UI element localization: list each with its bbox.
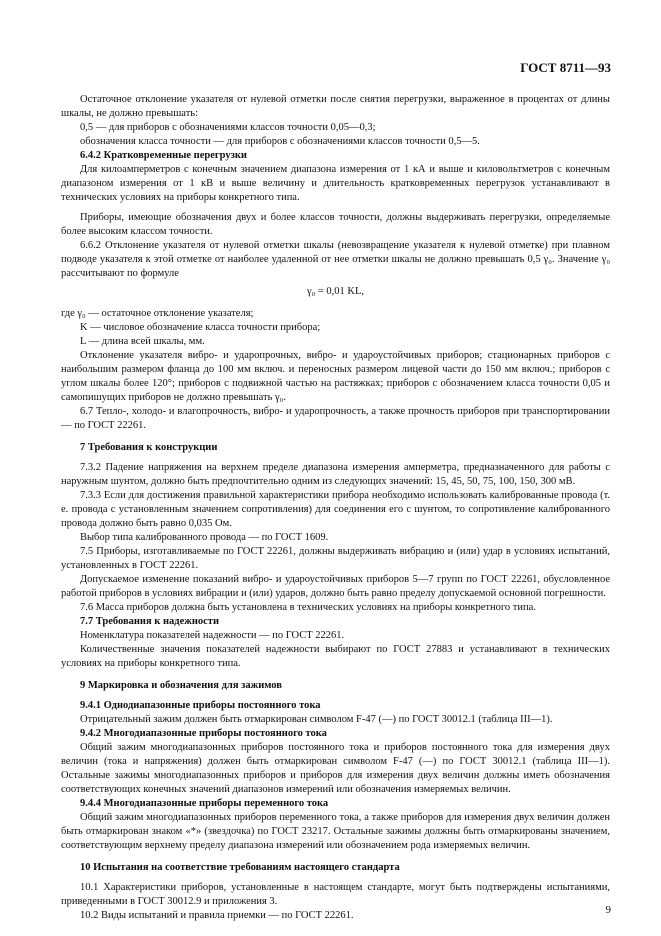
paragraph: 10.1 Характеристики приборов, установленные в настоящем стандарте, могут быть подтверждены испытаниями, приведенными в ГОСТ 30012.9 и приложения 3. [61,882,610,907]
paragraph: Общий зажим многодиапазонных приборов постоянного тока и приборов постоянного тока для измерения двух величин (тока и напряжения) должен быть отмаркирован символом F-47 (—) по ГОСТ 30012.1 (таблица III—1). Остальные зажимы многодиапазонных приборов и приборов для измерения двух величин должны иметь обозначения соответствующих конечных значений диапазонов измерений или обозначения измеряемых величин. [61,742,610,795]
subsection-heading: 6.4.2 Кратковременные перегрузки [80,150,247,161]
document-body [61,93,610,923]
paragraph: 6.7 Тепло-, холодо- и влагопрочность, вибро- и ударопрочность, а также прочность приборов при транспортировании — по ГОСТ 22261. [61,406,610,431]
paragraph: 10.2 Виды испытаний и правила приемки — по ГОСТ 22261. [80,910,354,921]
paragraph: L — длина всей шкалы, мм. [80,336,205,347]
subsection-heading: 9.4.2 Многодиапазонные приборы постоянного тока [80,728,327,739]
paragraph: Остаточное отклонение указателя от нулевой отметки после снятия перегрузки, выраженное в процентах от длины шкалы, не должно превышать: [61,94,610,119]
paragraph: 7.6 Масса приборов должна быть установлена в технических условиях на приборы конкретного типа. [80,602,536,613]
paragraph: 6.6.2 Отклонение указателя от нулевой отметки шкалы (невозвращение указателя к нулевой отметке) при плавном подводе указателя к этой отметке от наиболее удаленной от нее отметки шкалы не должно превышать 0,5 γ₀. Значение γ₀ рассчитывают по формуле [61,240,610,279]
paragraph: Отрицательный зажим должен быть отмаркирован символом F-47 (—) по ГОСТ 30012.1 (таблица III—1). [80,714,553,725]
paragraph: Приборы, имеющие обозначения двух и более классов точности, должны выдерживать перегрузки, определяемые более высоким классом точности. [61,212,610,237]
paragraph: 7.5 Приборы, изготавливаемые по ГОСТ 22261, должны выдерживать вибрацию и (или) удар в условиях испытаний, установленных в ГОСТ 22261. [61,546,610,571]
paragraph: K — числовое обозначение класса точности прибора; [80,322,321,333]
formula: γ₀ = 0,01 KL, [306,286,365,297]
paragraph: Номенклатура показателей надежности — по ГОСТ 22261. [80,630,345,641]
section-heading: 9 Маркировка и обозначения для зажимов [80,680,282,691]
section-heading: 10 Испытания на соответствие требованиям настоящего стандарта [80,862,400,873]
subsection-heading: 7.7 Требования к надежности [80,616,220,627]
paragraph: 7.3.2 Падение напряжения на верхнем пределе диапазона измерения амперметра, предназначенного для работы с наружным шунтом, должно быть предпочтительно одним из следующих значений: 15, 45, 50, 75, 100, 150, 300 мВ. [61,462,610,487]
page-number: 9 [605,904,611,916]
paragraph: где γ₀ — остаточное отклонение указателя; [61,308,254,319]
subsection-heading: 9.4.1 Однодиапазонные приборы постоянного тока [80,700,321,711]
paragraph: 7.3.3 Если для достижения правильной характеристики прибора необходимо использовать калиброванные провода (т. е. провода с установленным значением сопротивления) для соединения его с шунтом, то сопротивление калиброванного провода должно быть равно 0,035 Ом. [61,490,610,529]
paragraph: обозначения класса точности — для приборов с обозначениями классов точности 0,5—5. [80,136,480,147]
paragraph: Отклонение указателя вибро- и ударопрочных, вибро- и удароустойчивых приборов; стационарных приборов с наибольшим размером фланца до 100 мм включ. и переносных размером лицевой части до 150 мм включ.; приборов с углом шкалы более 120°; приборов с подвижной частью на растяжках; приборов с обозначением класса точности 0,05 и самопишущих приборов не должно превышать γ₀. [61,350,610,403]
paragraph: Для килоамперметров с конечным значением диапазона измерения от 1 кА и выше и киловольтметров с конечным диапазоном измерения от 1 кВ и выше величину и длительность кратковременных перегрузок устанавливают в технических условиях на приборы конкретного типа. [61,164,610,203]
subsection-heading: 9.4.4 Многодиапазонные приборы переменного тока [80,798,329,809]
paragraph: Допускаемое изменение показаний вибро- и удароустойчивых приборов 5—7 групп по ГОСТ 22261, обусловленное работой приборов в условиях вибрации и (или) ударов, должно быть равно пределу допускаемой основной погрешности. [61,574,610,599]
paragraph: 0,5 — для приборов с обозначениями классов точности 0,05—0,3; [80,122,376,133]
paragraph: Общий зажим многодиапазонных приборов переменного тока, а также приборов для измерения двух величин должен быть отмаркирован знаком «*» (звездочка) по ГОСТ 23217. Остальные зажимы должны быть отмаркированы значением, соответствующим верхнему пределу диапазона измерений или обозначением рода измеряемых величин. [61,812,610,851]
section-heading: 7 Требования к конструкции [80,442,218,453]
standard-header: ГОСТ 8711—93 [520,60,611,75]
paragraph: Количественные значения показателей надежности выбирают по ГОСТ 27883 и устанавливают в технических условиях на приборы конкретного типа. [61,644,610,669]
paragraph: Выбор типа калиброванного провода — по ГОСТ 1609. [80,532,329,543]
